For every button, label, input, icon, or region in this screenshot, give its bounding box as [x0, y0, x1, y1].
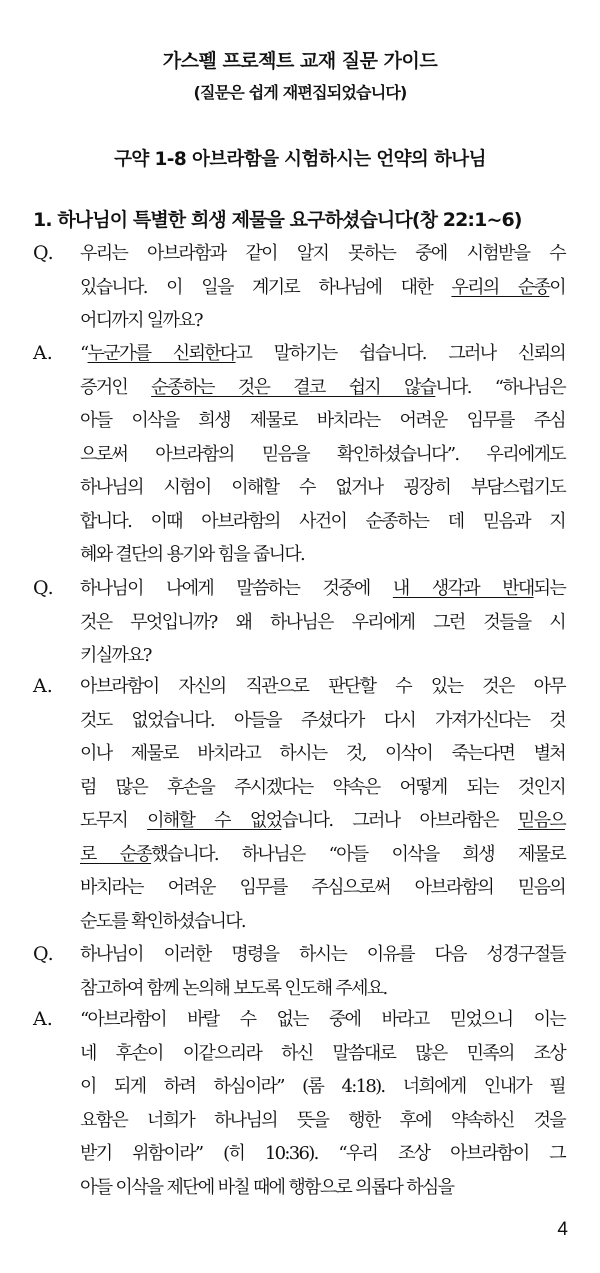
text-line	[80, 572, 565, 606]
page-number: 4	[557, 1219, 568, 1240]
text-span: 되는	[533, 578, 566, 599]
text-line	[80, 704, 565, 738]
text-span: 도무지	[80, 810, 148, 831]
underlined-phrase: 내 생각과 반대	[392, 578, 534, 599]
text-span: 럼 많은 후손을 주시겠다는 약속은 어떻게 되는 것인지	[80, 776, 565, 798]
text-line	[80, 670, 565, 704]
guide-subtitle: (질문은 쉽게 재편집되었습니다)	[193, 83, 407, 102]
text-span: 하나님이 이러한 명령을 하시는 이유를 다음 성경구절들	[80, 944, 565, 965]
text-span: 것도 없었습니다. 아들을 주셨다가 다시 가져가신다는 것	[80, 709, 565, 731]
underlined-phrase: 순종하는 것은 결코 쉽지 않습	[151, 376, 436, 398]
text-span: 키실까요?	[80, 645, 151, 666]
text-span: 것은 무엇입니까? 왜 하나님은 우리에게 그런 것들을 시	[80, 611, 565, 633]
text-line	[80, 905, 565, 939]
text-line	[80, 438, 565, 472]
answer-text	[80, 1003, 565, 1204]
text-span: 합니다. 이때 아브라함의 사건이 순종하는 데 믿음과 지	[80, 510, 565, 532]
text-line	[80, 606, 565, 640]
question-marker: Q.	[33, 242, 54, 264]
text-span: 아들 이삭을 희생 제물로 바치라는 어려운 임무를 주심	[80, 410, 565, 431]
text-span: 증거인	[80, 376, 152, 398]
text-line	[80, 771, 565, 805]
answer-marker: A.	[33, 675, 53, 697]
text-line	[80, 938, 565, 972]
section-heading: 1. 하나님이 특별한 희생 제물을 요구하셨습니다(창 22:1~6)	[33, 209, 522, 231]
text-span: 있습니다. 이 일을 계기로 하나님에 대한	[80, 276, 452, 298]
text-line	[80, 371, 565, 405]
text-line	[80, 471, 565, 505]
answer-text	[80, 670, 565, 938]
underlined-phrase: 누군가를 신뢰한다	[87, 343, 236, 364]
text-span: 순도를 확인하셨습니다.	[80, 910, 245, 932]
text-span: 하나님의 시험이 이해할 수 없거나 굉장히 부담스럽기도	[80, 477, 565, 498]
text-line	[80, 1104, 565, 1138]
text-line	[80, 838, 565, 872]
text-line	[80, 237, 565, 271]
answer-marker: A.	[33, 342, 53, 364]
text-line	[80, 505, 565, 539]
text-span: 습니다. 그러나 아브라함은	[281, 810, 518, 831]
text-span: 으로써 아브라함의 믿음을 확인하셨습니다”. 우리에게도	[80, 443, 565, 465]
text-span: 어디까지 일까요?	[80, 310, 202, 331]
text-span: 아들 이삭을 제단에 바칠 때에 행함으로 의롭다 하심을	[80, 1176, 454, 1198]
text-span: 고 말하기는 쉽습니다. 그러나 신뢰의	[235, 343, 565, 364]
question-marker: Q.	[33, 943, 54, 965]
text-line	[80, 737, 565, 771]
text-line	[80, 871, 565, 905]
text-line	[80, 538, 565, 572]
text-span: 이나 제물로 바치라고 하시는 것, 이삭이 죽는다면 별처	[80, 743, 565, 764]
lesson-title: 구약 1-8 아브라함을 시험하시는 언약의 하나님	[114, 149, 486, 170]
text-span: 하나님이 나에게 말씀하는 것중에	[80, 578, 393, 599]
text-span: 했습니다. 하나님은 “아들 이삭을 희생 제물로	[151, 843, 566, 865]
text-span: 바치라는 어려운 임무를 주심으로써 아브라함의 믿음의	[80, 877, 565, 898]
text-span: 받기 위함이라” (히 10:36). “우리 조상 아브라함이 그	[80, 1143, 565, 1164]
text-line	[80, 639, 565, 673]
text-span: 아브라함이 자신의 직관으로 판단할 수 있는 것은 아무	[80, 676, 565, 697]
text-line	[80, 1070, 565, 1104]
guide-title: 가스펠 프로젝트 교재 질문 가이드	[162, 50, 438, 72]
underlined-phrase: 믿음으	[517, 810, 565, 831]
text-line	[80, 972, 565, 1006]
text-line	[80, 1003, 565, 1037]
text-line	[80, 804, 565, 838]
question-text	[80, 938, 565, 1005]
text-span: 이 되게 하려 하심이라” (롬 4:18). 너희에게 인내가 필	[80, 1076, 565, 1097]
text-line	[80, 304, 565, 338]
text-span: 혜와 결단의 용기와 힘을 줍니다.	[80, 544, 305, 565]
question-marker: Q.	[33, 577, 54, 599]
text-line	[80, 271, 565, 305]
text-span: 요함은 너희가 하나님의 뜻을 행한 후에 약속하신 것을	[80, 1109, 565, 1131]
answer-marker: A.	[33, 1008, 53, 1030]
text-span: 네 후손이 이같으리라 하신 말씀대로 많은 민족의 조상	[80, 1042, 565, 1064]
text-line	[80, 404, 565, 438]
text-line	[80, 337, 565, 371]
text-span: 참고하여 함께 논의해 보도록 인도해 주세요.	[80, 977, 387, 999]
question-text	[80, 572, 565, 673]
text-span: 니다. “하나님은	[435, 376, 565, 398]
underlined-phrase: 로 순종	[80, 843, 152, 865]
underlined-phrase: 우리의 순종	[451, 276, 550, 298]
question-text	[80, 237, 565, 338]
text-span: “아브라함이 바랄 수 없는 중에 바라고 믿었으니 이는	[80, 1009, 565, 1030]
underlined-phrase: 이해할 수 없었	[147, 810, 282, 831]
answer-text	[80, 337, 565, 572]
text-line	[80, 1137, 565, 1171]
text-line	[80, 1037, 565, 1071]
text-line	[80, 1171, 565, 1205]
text-span: 이	[549, 276, 565, 298]
text-span: 우리는 아브라함과 같이 알지 못하는 중에 시험받을 수	[80, 243, 565, 264]
text-span: “	[80, 343, 88, 364]
